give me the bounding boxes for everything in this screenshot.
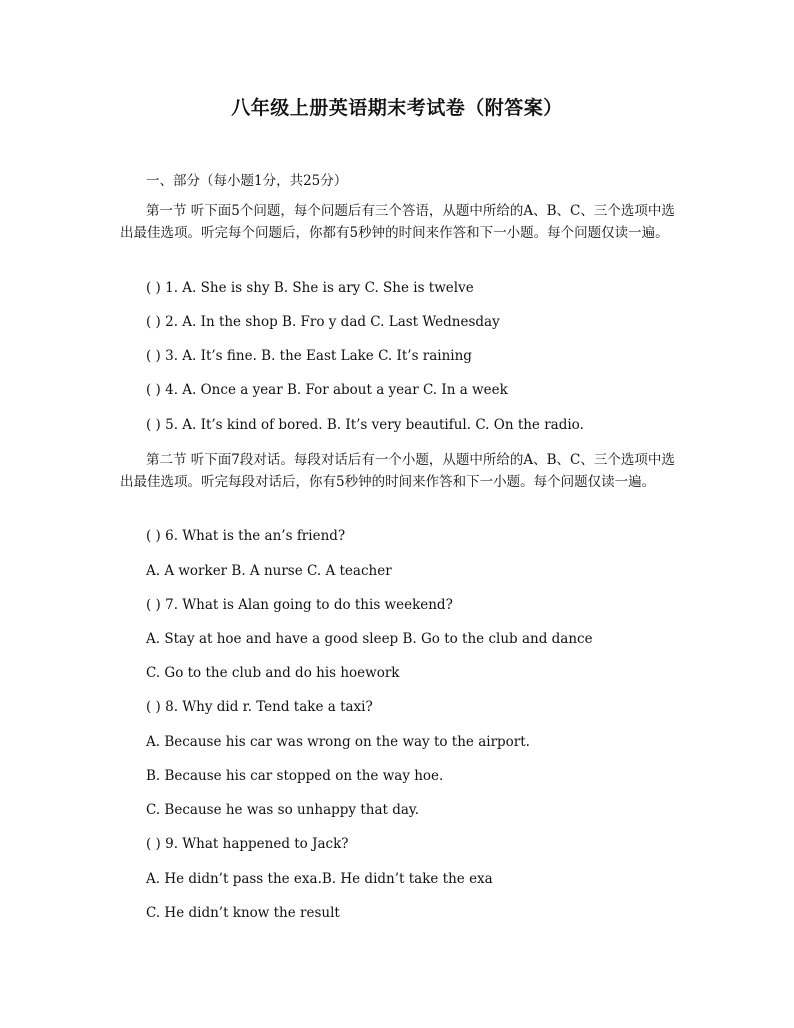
question-item-1: ( ) 1. A. She is shy B. She is ary C. She is twelve — [146, 280, 474, 296]
answer-line: A. A worker B. A nurse C. A teacher — [146, 563, 392, 579]
answer-line: B. Because his car stopped on the way hoe. — [146, 768, 444, 784]
question-line: ( ) 9. What happened to Jack? — [146, 836, 349, 852]
answer-line: A. Stay at hoe and have a good sleep B. Go to the club and dance — [146, 631, 593, 647]
part1-instructions: 第一节 听下面5个问题，每个问题后有三个答语，从题中所给的A、B、C、三个选项中选出最佳选项。听完每个问题后，你都有5秒钟的时间来作答和下一小题。每个问题仅读一遍。 — [120, 203, 675, 241]
question-line: ( ) 6. What is the an’s friend? — [146, 528, 346, 544]
question-line: ( ) 8. Why did r. Tend take a taxi? — [146, 699, 373, 715]
answer-line: C. Go to the club and do his hoework — [146, 665, 400, 681]
question-line: ( ) 7. What is Alan going to do this weekend? — [146, 597, 453, 613]
answer-line: C. Because he was so unhappy that day. — [146, 802, 420, 818]
part2-instructions: 第二节 听下面7段对话。每段对话后有一个小题，从题中所给的A、B、C、三个选项中选出最佳选项。听完每段对话后，你有5秒钟的时间来作答和下一小题。每个问题仅读一遍。 — [120, 452, 675, 490]
question-item-5: ( ) 5. A. It’s kind of bored. B. It’s very beautiful. C. On the radio. — [146, 417, 584, 433]
page-title: 八年级上册英语期末考试卷（附答案） — [231, 97, 563, 119]
answer-line: A. He didn’t pass the exa.B. He didn’t take the exa — [146, 871, 493, 887]
question-item-3: ( ) 3. A. It’s fine. B. the East Lake C. It’s raining — [146, 348, 472, 364]
answer-line: A. Because his car was wrong on the way to the airport. — [146, 734, 530, 750]
question-item-4: ( ) 4. A. Once a year B. For about a year C. In a week — [146, 382, 508, 398]
question-item-2: ( ) 2. A. In the shop B. Fro y dad C. Last Wednesday — [146, 314, 500, 330]
answer-line: C. He didn’t know the result — [146, 905, 340, 921]
section-heading: 一、部分（每小题1分，共25分） — [146, 173, 348, 189]
